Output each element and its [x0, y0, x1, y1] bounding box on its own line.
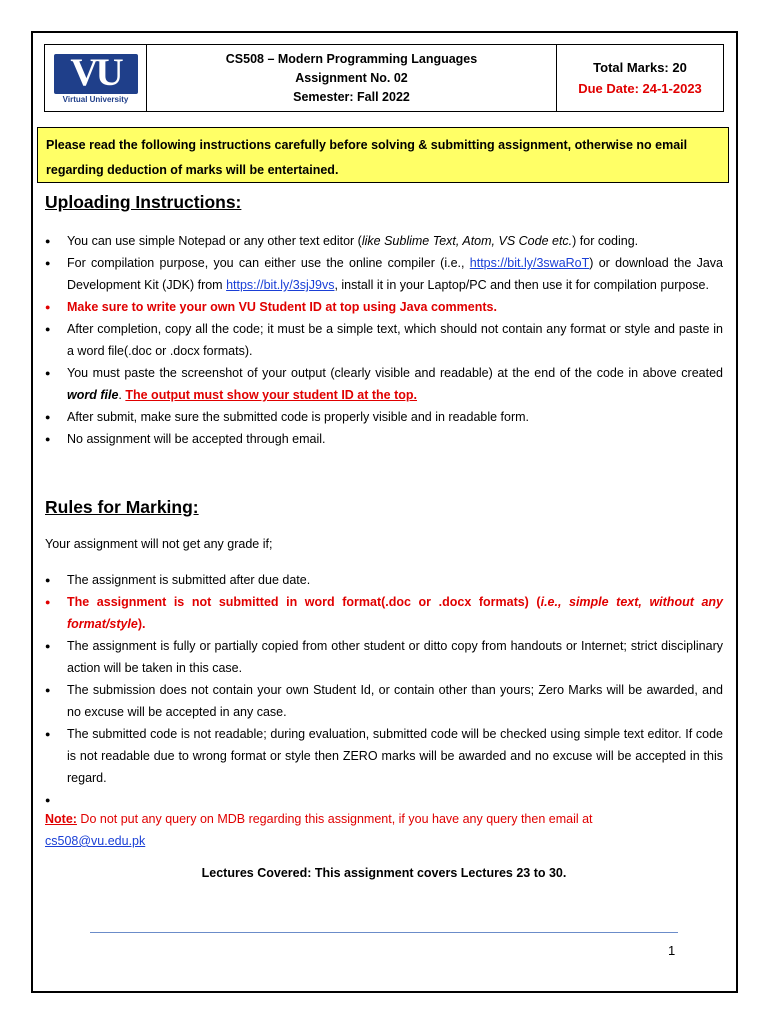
text: ) for coding.	[572, 234, 639, 248]
jdk-download-link[interactable]: https://bit.ly/3sjJ9vs	[226, 278, 335, 292]
course-title: CS508 – Modern Programming Languages	[225, 51, 478, 66]
rules-for-marking-heading: Rules for Marking:	[45, 497, 199, 517]
list-item: ● The submission does not contain your own Student Id, or contain other than yours; Zero Marks will be awarded, and no excuse will be accepted in any case.	[45, 679, 723, 723]
logo-cell	[45, 45, 147, 111]
list-item: ● After completion, copy all the code; it must be a simple text, which should not contain any format or style and paste in a word file(.doc or .docx formats).	[45, 318, 723, 362]
list-item	[45, 362, 723, 406]
assignment-number: Assignment No. 02	[295, 70, 408, 85]
list-item	[45, 252, 723, 296]
instructions-notice: Please read the following instructions carefully before solving & submitting assignment, otherwise no email regarding deduction of marks will be entertained.	[37, 127, 729, 183]
text: ) or download the Java Development Kit (JDK) from	[67, 256, 723, 292]
list-item	[45, 591, 723, 635]
text: You can use simple Notepad or any other text editor (	[67, 234, 362, 248]
list-item: ● After submit, make sure the submitted code is properly visible and in readable form.	[45, 406, 723, 428]
vu-logo	[50, 50, 142, 106]
list-item	[45, 230, 723, 252]
rules-list	[45, 569, 723, 789]
text-bold-italic: word file	[67, 388, 119, 402]
text-italic: like Sublime Text, Atom, VS Code etc.	[361, 234, 573, 248]
list-item: ● The assignment is fully or partially copied from other student or ditto copy from handouts or Internet; strict disciplinary action will be taken in this case.	[45, 635, 723, 679]
page-number: 1	[668, 943, 676, 958]
rules-intro: Your assignment will not get any grade if;	[45, 537, 273, 551]
footer-divider	[90, 932, 678, 933]
header-table	[44, 44, 724, 112]
list-item: ● The assignment is submitted after due date.	[45, 569, 723, 591]
marks-cell	[557, 45, 723, 111]
text: , install it in your Laptop/PC and then use it for compilation purpose.	[334, 278, 709, 292]
uploading-instructions-heading: Uploading Instructions:	[45, 192, 242, 212]
lectures-covered: Lectures Covered: This assignment covers Lectures 23 to 30.	[201, 866, 567, 880]
title-cell	[147, 45, 557, 111]
uploading-instructions-list	[45, 230, 723, 450]
note-text: Do not put any query on MDB regarding this assignment, if you have any query then email at	[76, 812, 593, 826]
list-item: ● No assignment will be accepted through email.	[45, 428, 723, 450]
text: You must paste the screenshot of your output (clearly visible and readable) at the end of the code in above created	[67, 366, 723, 380]
text-red-underlined: The output must show your student ID at the top.	[125, 388, 418, 402]
logo-title: VU	[70, 51, 121, 94]
semester: Semester: Fall 2022	[293, 89, 410, 104]
email-link[interactable]: cs508@vu.edu.pk	[45, 834, 146, 848]
text: ).	[137, 617, 146, 631]
text: The assignment is not submitted in word format(.doc or .docx formats) (	[67, 595, 541, 609]
due-date: Due Date: 24-1-2023	[578, 81, 702, 96]
total-marks: Total Marks: 20	[593, 60, 687, 75]
logo-subtitle: Virtual University	[62, 95, 129, 104]
note-label: Note:	[45, 812, 77, 826]
text-italic: i.e., simple text, without any format/style	[67, 595, 723, 631]
text: .	[118, 388, 126, 402]
list-item: ● The submitted code is not readable; during evaluation, submitted code will be checked using simple text editor. If code is not readable due to wrong format or style then ZERO marks will be awarded and no excuse will be accepted in this regard.	[45, 723, 723, 789]
text: For compilation purpose, you can either use the online compiler (i.e.,	[67, 256, 470, 270]
note-paragraph	[45, 808, 723, 852]
list-item: ● Make sure to write your own VU Student ID at top using Java comments.	[45, 296, 723, 318]
online-compiler-link[interactable]: https://bit.ly/3swaRoT	[469, 256, 590, 270]
